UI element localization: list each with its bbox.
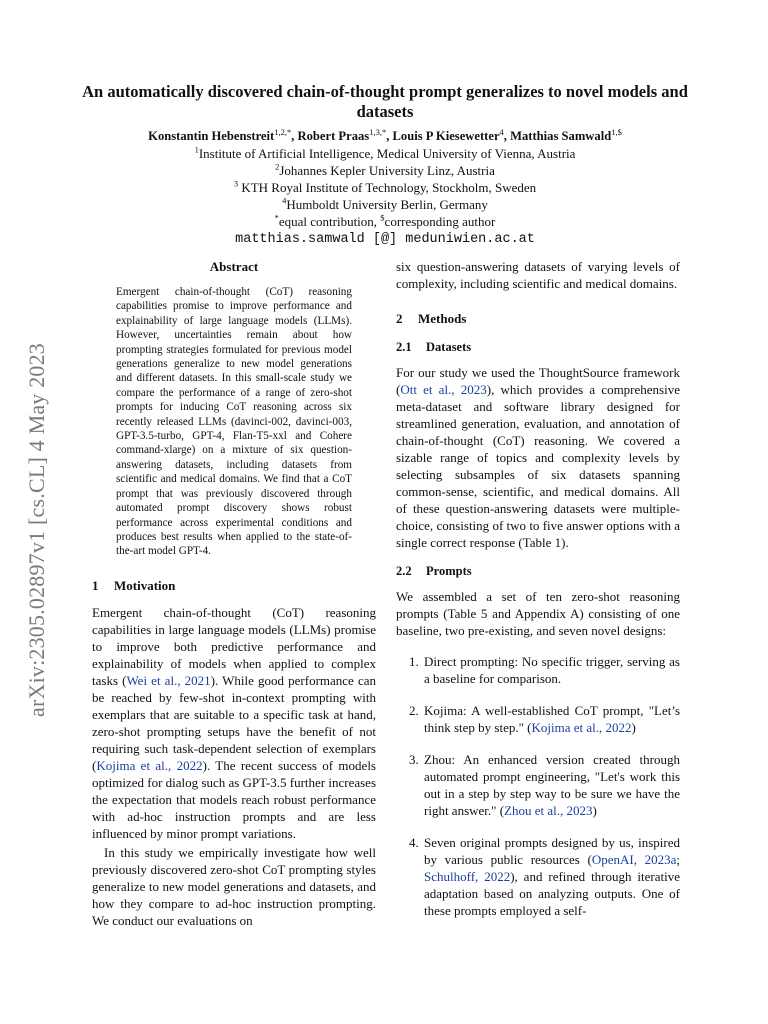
arxiv-identifier: arXiv:2305.02897v1 [cs.CL] 4 May 2023	[24, 342, 49, 718]
affiliation: $^2$Johannes Kepler University Linz, Austria	[275, 161, 495, 178]
author-name: Louis P Kiesewetter	[392, 129, 500, 143]
abstract-heading: Abstract	[209, 259, 259, 274]
citation-link[interactable]: Schulhoff, 2022	[424, 869, 511, 884]
motivation-paragraph: In this study we empirically investigate how well previously discovered zero-shot CoT prompting styles generalize to new model generations and datasets, and how they compare to ad-hoc instruction prompting. We conduct our evaluations on	[92, 844, 376, 928]
arxiv-sidebar-stamp	[22, 320, 52, 740]
prompt-list	[396, 653, 680, 919]
section-number: 1	[92, 577, 99, 593]
citation-link[interactable]: OpenAI, 2023a	[591, 852, 677, 867]
datasets-paragraph: For our study we used the ThoughtSource framework (Ott et al., 2023), which provides a comprehensive meta-dataset and software library designed for streamlined generation, evaluation, and annotation of chain-of-thought (CoT) reasoning. We covered a sizable range of topics and complexity levels by selecting subsamples of six datasets spanning common-sense, scientific, and medical domains. All of these question-answering datasets were multiple-choice, consisting of two to five answer options with a single correct response (Table 1).	[396, 365, 680, 550]
author-superscript: 4	[499, 126, 504, 137]
author-superscript: 1,3,*	[369, 126, 387, 137]
subsection-number: 2.2	[396, 564, 412, 578]
citation-link[interactable]: Ott et al., 2023	[400, 382, 487, 397]
continuation-paragraph: six question-answering datasets of varying levels of complexity, including scientific and medical domains.	[396, 259, 680, 291]
left-column	[92, 258, 376, 929]
author-superscript: 1,2,*	[274, 126, 292, 137]
citation-link[interactable]: Zhou et al., 2023	[504, 803, 593, 818]
list-item: 2. Kojima: A well-established CoT prompt, "Let’s think step by step." (Kojima et al., 2022)	[422, 702, 680, 736]
section-number: 2	[396, 311, 403, 326]
motivation-paragraph: Emergent chain-of-thought (CoT) reasoning capabilities in large language models (LLMs) promise to improve both predictive performance and explainability of models when applied to complex tasks (Wei et al., 2021). While good performance can be reached by few-shot in-context prompting with exemplars that are suitable to a specific task at hand, zero-shot prompting setups have the benefit of not requiring such task-dependent selection of exemplars (Kojima et al., 2022). The recent success of models optimized for dialog such as GPT-3.5 further increases the expectation that models reach robust performance with ad-hoc instruction prompts and are less influenced by minor prompt variations.	[92, 604, 377, 841]
affiliation: $^1$Institute of Artificial Intelligence, Medical University of Vienna, Austria	[194, 144, 576, 161]
affiliation: $^4$Humboldt University Berlin, Germany	[282, 195, 488, 212]
contact-email[interactable]: matthias.samwald [@] meduniwien.ac.at	[235, 232, 535, 247]
section-heading-methods: 2 Methods	[396, 311, 467, 326]
author-name: Konstantin Hebenstreit	[148, 129, 275, 143]
author-list: Konstantin Hebenstreit$^{1,2,*}$, Robert Praas$^{1,3,*}$, Louis P Kiesewetter$^4$, Matthias Samwald$^{1,\$}$	[148, 126, 622, 143]
list-item: 1. Direct prompting: No specific trigger, serving as a baseline for comparison.	[422, 653, 680, 687]
author-superscript: 1,$	[611, 126, 622, 137]
list-item: 4. Seven original prompts designed by us, inspired by various public resources (OpenAI, 2023a; Schulhoff, 2022), and refined through iterative adaptation based on analyzing outputs. One of these prompts employed a self-	[422, 834, 680, 919]
author-name: Robert Praas	[297, 129, 370, 143]
affiliation: $^3$ KTH Royal Institute of Technology, Stockholm, Sweden	[233, 178, 537, 195]
citation-link[interactable]: Wei et al., 2021	[126, 672, 211, 688]
prompts-paragraph: We assembled a set of ten zero-shot reasoning prompts (Table 5 and Appendix A) consisting of one baseline, two pre-existing, and seven novel designs:	[396, 589, 680, 638]
contribution-note: *equal contribution, $corresponding author	[274, 212, 496, 229]
citation-link[interactable]: Kojima et al., 2022	[531, 720, 632, 735]
author-name: Matthias Samwald	[510, 129, 612, 143]
section-heading-motivation: 1 Motivation	[92, 577, 176, 593]
list-item: 3. Zhou: An enhanced version created through automated prompt engineering, "Let's work this out in a step by step way to be sure we have the right answer." (Zhou et al., 2023)	[422, 751, 680, 819]
paper-header	[80, 82, 690, 249]
citation-link[interactable]: Kojima et al., 2022	[96, 757, 203, 773]
right-column	[396, 258, 680, 934]
subsection-heading-datasets: 2.1 Datasets	[396, 340, 472, 354]
subsection-heading-prompts: 2.2 Prompts	[396, 564, 472, 578]
subsection-number: 2.1	[396, 340, 412, 354]
abstract-text: Emergent chain-of-thought (CoT) reasoning capabilities promise to improve performance and explainability of large language models (LLMs). However, uncertainties remain about how prompting strategies formulated for previous model generations generalize to new model generations and different datasets. In this small-scale study we compare the performance of a range of zero-shot prompts for inducing CoT reasoning across six recently released LLMs (davinci-002, davinci-003, GPT-3.5-turbo, GPT-4, Flan-T5-xxl and Cohere command-xlarge) on a mixture of six question-answering datasets, including datasets from scientific and medical domains. We find that a CoT prompt that was previously discovered through automated prompt discovery shows robust performance across experimental conditions and produces best results when applied to the state-of-the-art model GPT-4.	[116, 286, 352, 558]
paper-title: An automatically discovered chain-of-thought prompt generalizes to novel models and datasets	[82, 82, 688, 121]
